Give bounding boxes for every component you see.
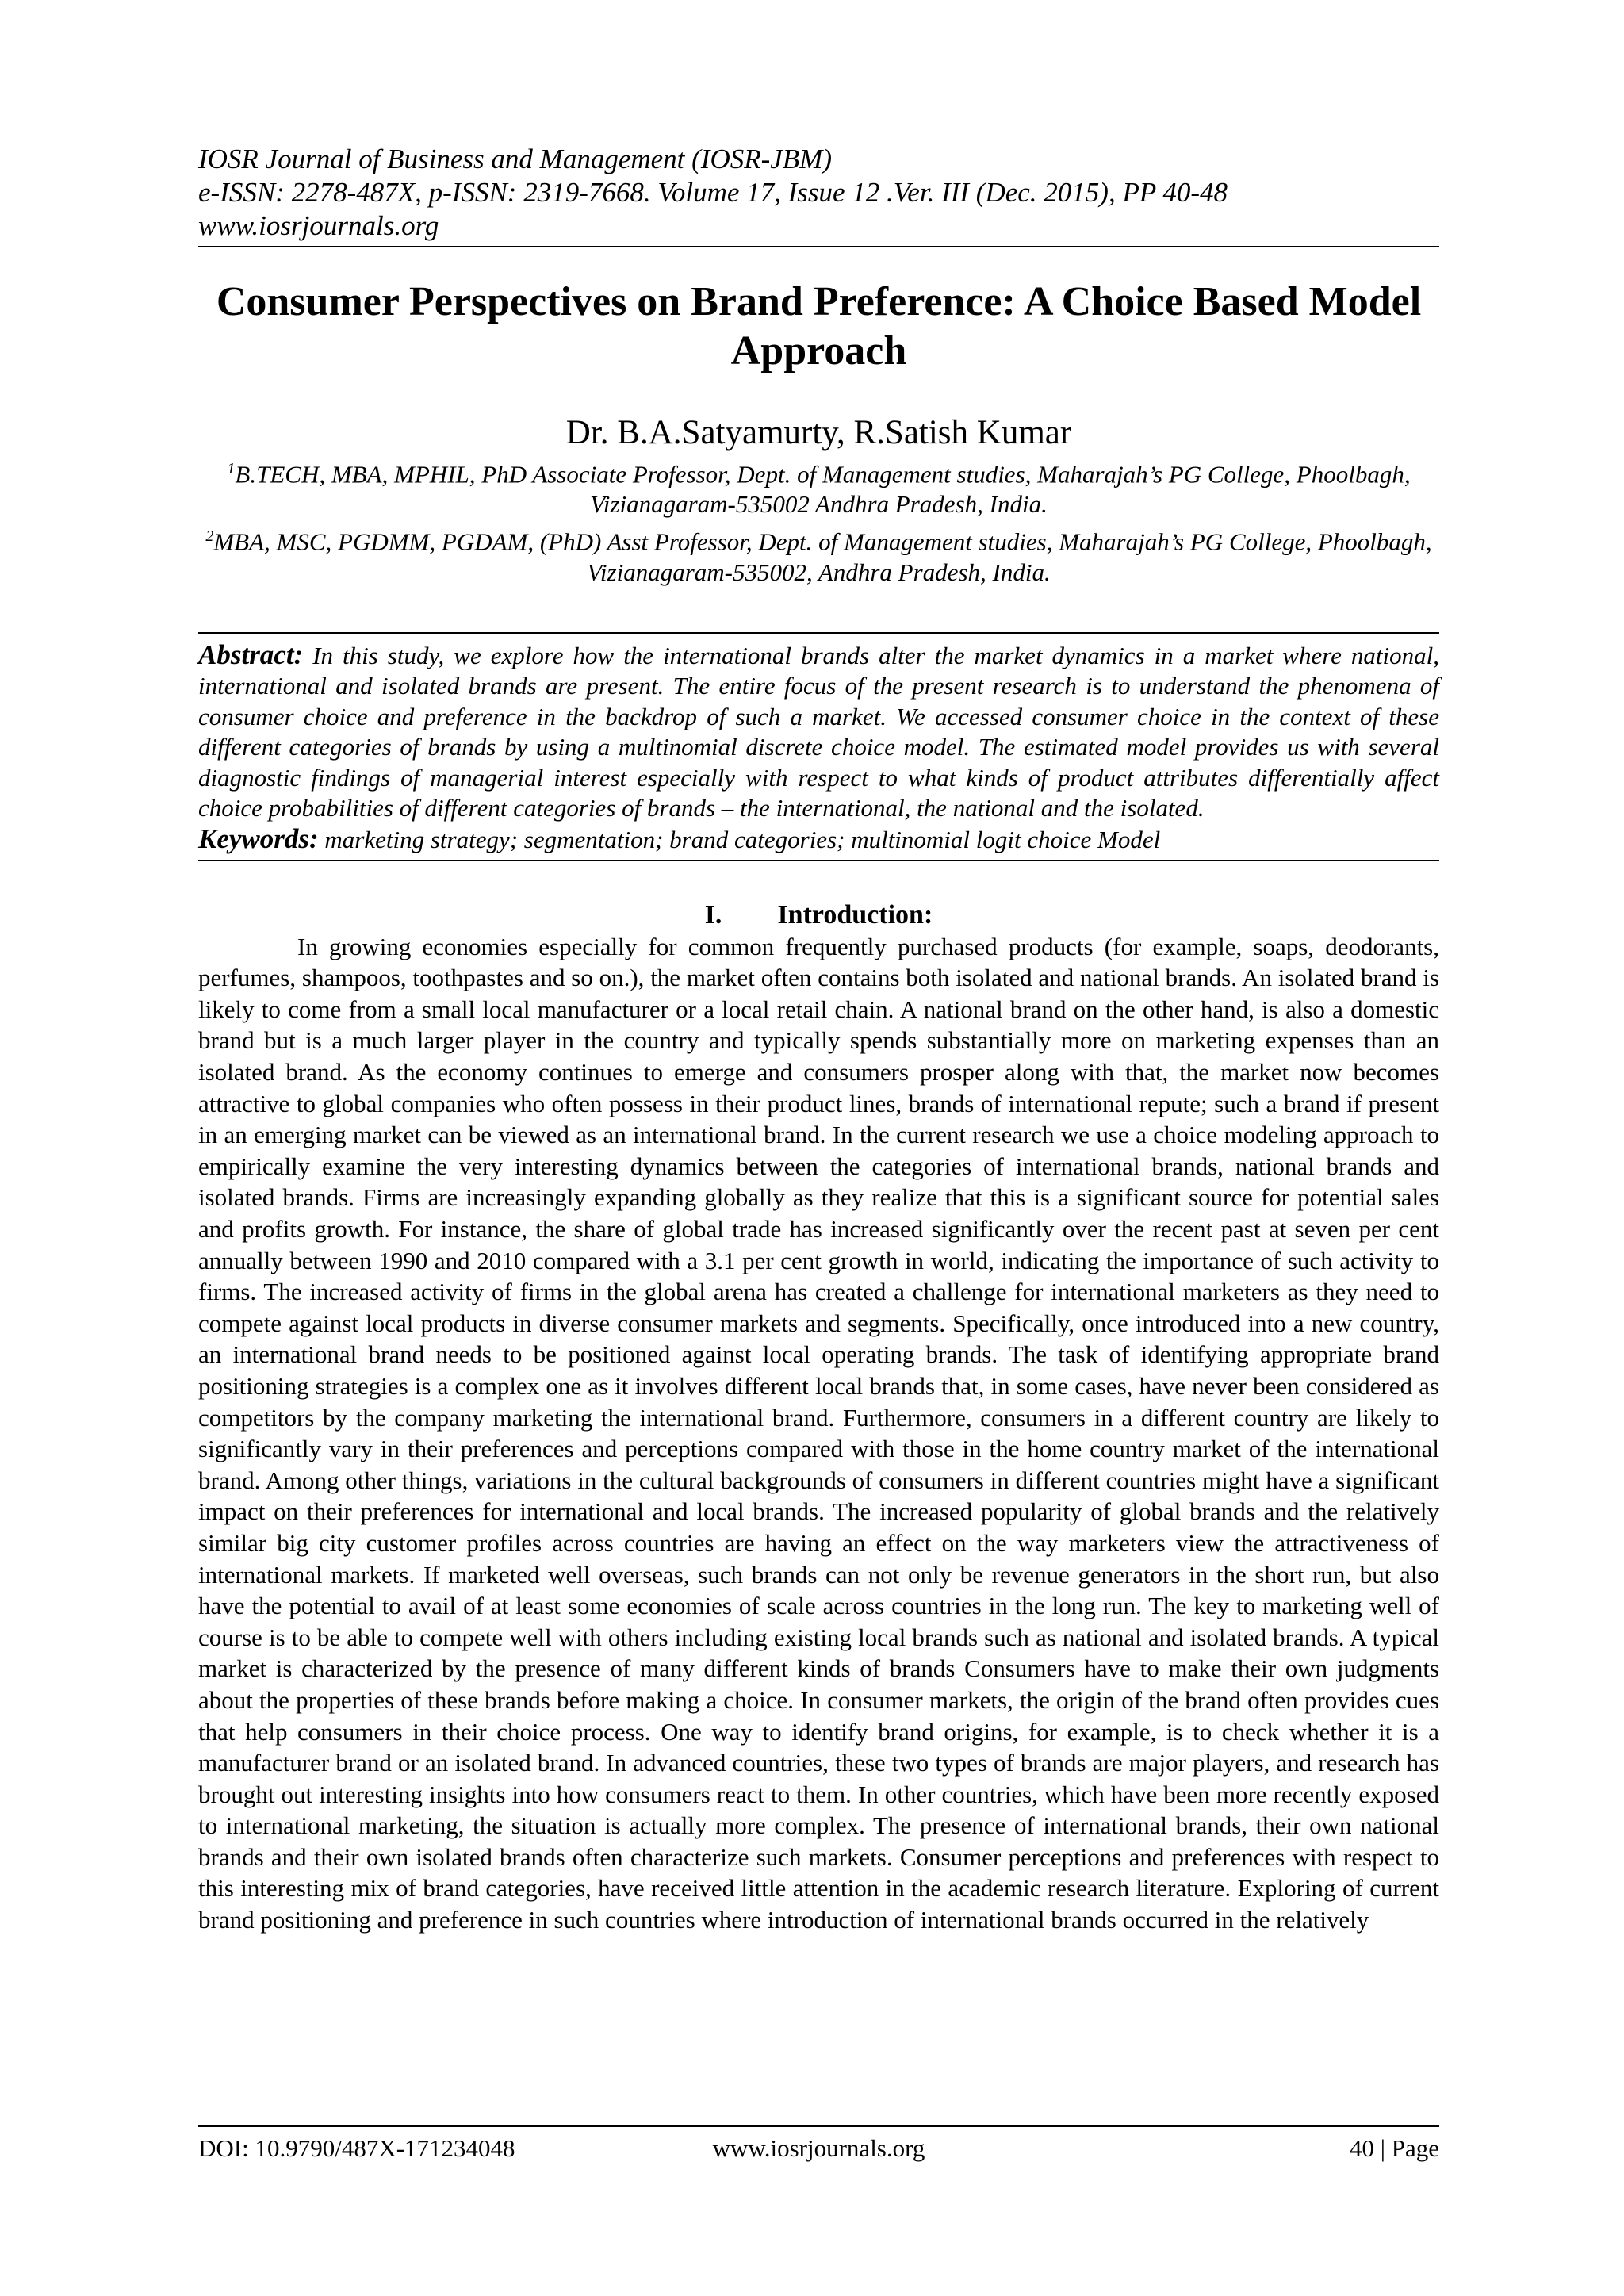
section-heading-introduction xyxy=(198,899,1439,931)
paper-authors: Dr. B.A.Satyamurty, R.Satish Kumar xyxy=(565,414,1072,451)
affiliation-2-mark: 2 xyxy=(205,527,214,546)
paper-page xyxy=(198,143,1439,2157)
affiliation-2-text: MBA, MSC, PGDMM, PGDAM, (PhD) Asst Professor, Dept. of Management studies, Maharajah’s PG College, Phoolbagh, Vizianagaram-535002, Andhra Pradesh, India. xyxy=(213,527,1432,586)
keywords-label: Keywords: xyxy=(198,822,319,854)
abstract xyxy=(198,632,1439,824)
section-title: Introduction: xyxy=(777,899,933,930)
introduction-body: In growing economies especially for common frequently purchased products (for example, soaps, deodorants, perfumes, shampoos, toothpastes and so on.), the market often contains both isolated and national brands. An isolated brand is likely to come from a small local manufacturer or a local retail chain. A national brand on the other hand, is also a domestic brand but is a much larger player in the country and typically spends substantially more on marketing expenses than an isolated brand. As the economy continues to emerge and consumers prosper along with that, the market now becomes attractive to global companies who often possess in their product lines, brands of international repute; such a brand if present in an emerging market can be viewed as an international brand. In the current research we use a choice modeling approach to empirically examine the very interesting dynamics between the categories of international brands, national brands and isolated brands. Firms are increasingly expanding globally as they realize that this is a significant source for potential sales and profits growth. For instance, the share of global trade has increased significantly over the recent past at seven per cent annually between 1990 and 2010 compared with a 3.1 per cent growth in world, indicating the importance of such activity to firms. The increased activity of firms in the global arena has created a challenge for international marketers as they need to compete against local products in diverse consumer markets and segments. Specifically, once introduced into a new country, an international brand needs to be positioned against local operating brands. The task of identifying appropriate brand positioning strategies is a complex one as it involves different local brands that, in some cases, have never been considered as competitors by the company marketing the international brand. Furthermore, consumers in a different country are likely to significantly vary in their preferences and perceptions compared with those in the home country market of the international brand. Among other things, variations in the cultural backgrounds of consumers in different countries might have a significant impact on their preferences for international and local brands. The increased popularity of global brands and the relatively similar big city customer profiles across countries are having an effect on the way marketers view the attractiveness of international markets. If marketed well overseas, such brands can not only be revenue generators in the short run, but also have the potential to avail of at least some economies of scale across countries in the long run. The key to marketing well of course is to be able to compete well with others including existing local brands such as national and isolated brands. A typical market is characterized by the presence of many different kinds of brands Consumers have to make their own judgments about the properties of these brands before making a choice. In consumer markets, the origin of the brand often provides cues that help consumers in their choice process. One way to identify brand origins, for example, is to check whether it is a manufacturer brand or an isolated brand. In advanced countries, these two types of brands are major players, and research has brought out interesting insights into how consumers react to them. In other countries, which have been more recently exposed to international marketing, the situation is actually more complex. The presence of international brands, their own national brands and their own isolated brands often characterize such markets. Consumer perceptions and preferences with respect to this interesting mix of brand categories, have received little attention in the academic research literature. Exploring of current brand positioning and preference in such countries where introduction of international brands occurred in the relatively xyxy=(198,932,1439,1934)
affiliation-2 xyxy=(198,521,1439,587)
abstract-label: Abstract: xyxy=(198,638,304,670)
affiliation-1-text: B.TECH, MBA, MPHIL, PhD Associate Professor, Dept. of Management studies, Maharajah’s PG College, Phoolbagh, Vizianagaram-535002 Andhra Pradesh, India. xyxy=(235,460,1411,519)
journal-website[interactable]: www.iosrjournals.org xyxy=(198,210,439,241)
keywords-text: marketing strategy; segmentation; brand categories; multinomial logit choice Model xyxy=(318,825,1161,853)
journal-header xyxy=(198,143,1439,247)
keywords xyxy=(198,824,1439,861)
footer-page-number: 40 | Page xyxy=(1350,2134,1439,2162)
paper-title: Consumer Perspectives on Brand Preference: A Choice Based Model Approach xyxy=(216,279,1422,374)
footer-website[interactable]: www.iosrjournals.org xyxy=(712,2134,925,2162)
page-footer xyxy=(198,2125,1439,2162)
abstract-text: In this study, we explore how the international brands alter the market dynamics in a market where national, international and isolated brands are present. The entire focus of the present research is to understand the phenomena of consumer choice and preference in the backdrop of such a market. We accessed consumer choice in the context of these different categories of brands by using a multinomial discrete choice model. The estimated model provides us with several diagnostic findings of managerial interest especially with respect to what kinds of product attributes differentially affect choice probabilities of different categories of brands – the international, the national and the isolated. xyxy=(198,641,1439,822)
affiliation-1 xyxy=(198,454,1439,519)
affiliation-1-mark: 1 xyxy=(227,460,236,477)
issn-volume-line: e-ISSN: 2278-487X, p-ISSN: 2319-7668. Volume 17, Issue 12 .Ver. III (Dec. 2015), PP 40-48 xyxy=(198,177,1228,208)
footer-doi: DOI: 10.9790/487X-171234048 xyxy=(198,2134,515,2162)
journal-name: IOSR Journal of Business and Management (IOSR-JBM) xyxy=(198,144,832,174)
section-number: I. xyxy=(704,899,722,930)
